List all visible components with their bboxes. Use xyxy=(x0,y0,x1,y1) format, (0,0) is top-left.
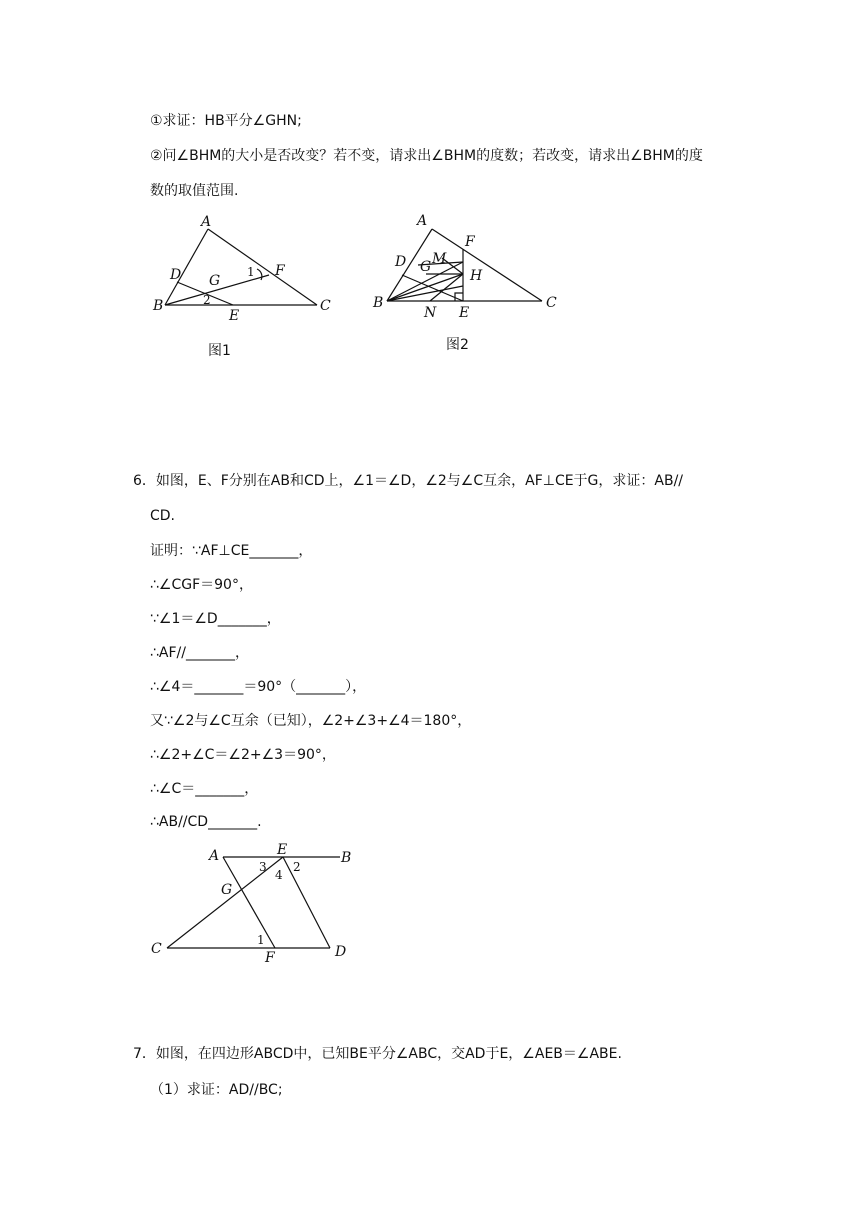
q6-label-B: B xyxy=(341,850,352,866)
q5-figure-2 xyxy=(370,208,570,320)
fig2-label-A: A xyxy=(417,213,428,229)
fig2-label-E: E xyxy=(459,305,470,320)
q6-proof-step-7: ∴∠2+∠C＝∠2+∠3＝90°， xyxy=(150,747,336,763)
fig1-label-F: F xyxy=(275,263,285,279)
q6-line-1: 6．如图，E、F分别在AB和CD上，∠1＝∠D，∠2与∠C互余，AF⊥CE于G，求证：AB// xyxy=(133,473,684,489)
fig2-label-N: N xyxy=(424,305,437,320)
q7-line-1: 7．如图，在四边形ABCD中，已知BE平分∠ABC，交AD于E，∠AEB＝∠ABE. xyxy=(133,1046,622,1062)
q7-line-2: （1）求证：AD//BC; xyxy=(150,1082,283,1098)
q6-label-G: G xyxy=(221,882,233,898)
fig2-label-C: C xyxy=(546,295,557,311)
fig1-label-A: A xyxy=(201,214,212,230)
fig2-caption: 图2 xyxy=(446,337,469,353)
q5-line-3: 数的取值范围. xyxy=(150,183,239,199)
fig2-label-G: G xyxy=(420,259,432,275)
q6-label-D: D xyxy=(335,944,347,960)
fig1-label-C: C xyxy=(320,298,331,314)
fig1-label-B: B xyxy=(153,298,164,314)
fig1-label-D: D xyxy=(170,267,182,283)
q6-label-A: A xyxy=(209,848,220,864)
fig2-label-D: D xyxy=(395,254,407,270)
q6-line-2: CD. xyxy=(150,508,176,524)
q5-line-1: ①求证：HB平分∠GHN; xyxy=(150,113,302,129)
q6-proof-step-4: ∴AF//_______， xyxy=(150,645,249,661)
q5-figure-1 xyxy=(145,212,345,322)
q6-proof-step-6: 又∵∠2与∠C互余（已知），∠2+∠3+∠4＝180°， xyxy=(150,713,472,729)
q6-proof-step-8: ∴∠C＝_______， xyxy=(150,781,259,797)
q6-label-3: 3 xyxy=(259,860,267,874)
q6-proof-step-1: 证明：∵AF⊥CE_______， xyxy=(150,543,313,559)
q6-label-4: 4 xyxy=(275,868,283,882)
fig1-label-G: G xyxy=(209,273,221,289)
fig2-label-M: M xyxy=(432,251,447,267)
fig1-label-E: E xyxy=(229,308,240,322)
q6-proof-step-2: ∴∠CGF＝90°， xyxy=(150,577,253,593)
fig2-label-F: F xyxy=(465,234,475,250)
q6-proof-step-3: ∵∠1＝∠D_______， xyxy=(150,611,281,627)
q6-label-1: 1 xyxy=(257,933,265,947)
q6-label-C: C xyxy=(151,941,162,957)
fig2-label-H: H xyxy=(470,268,483,284)
q6-proof-step-9: ∴AB//CD_______. xyxy=(150,814,262,830)
fig1-caption: 图1 xyxy=(208,343,231,359)
fig1-label-1: 1 xyxy=(247,265,255,279)
fig1-label-2: 2 xyxy=(203,293,211,307)
q6-proof-step-5: ∴∠4＝_______＝90°（_______）， xyxy=(150,679,367,695)
q6-label-E: E xyxy=(277,842,288,858)
q6-label-F: F xyxy=(265,950,275,965)
q5-line-2: ②问∠BHM的大小是否改变？若不变，请求出∠BHM的度数；若改变，请求出∠BHM的度 xyxy=(150,148,703,164)
q6-label-2: 2 xyxy=(293,860,301,874)
q6-figure xyxy=(145,840,360,965)
fig2-label-B: B xyxy=(373,295,384,311)
